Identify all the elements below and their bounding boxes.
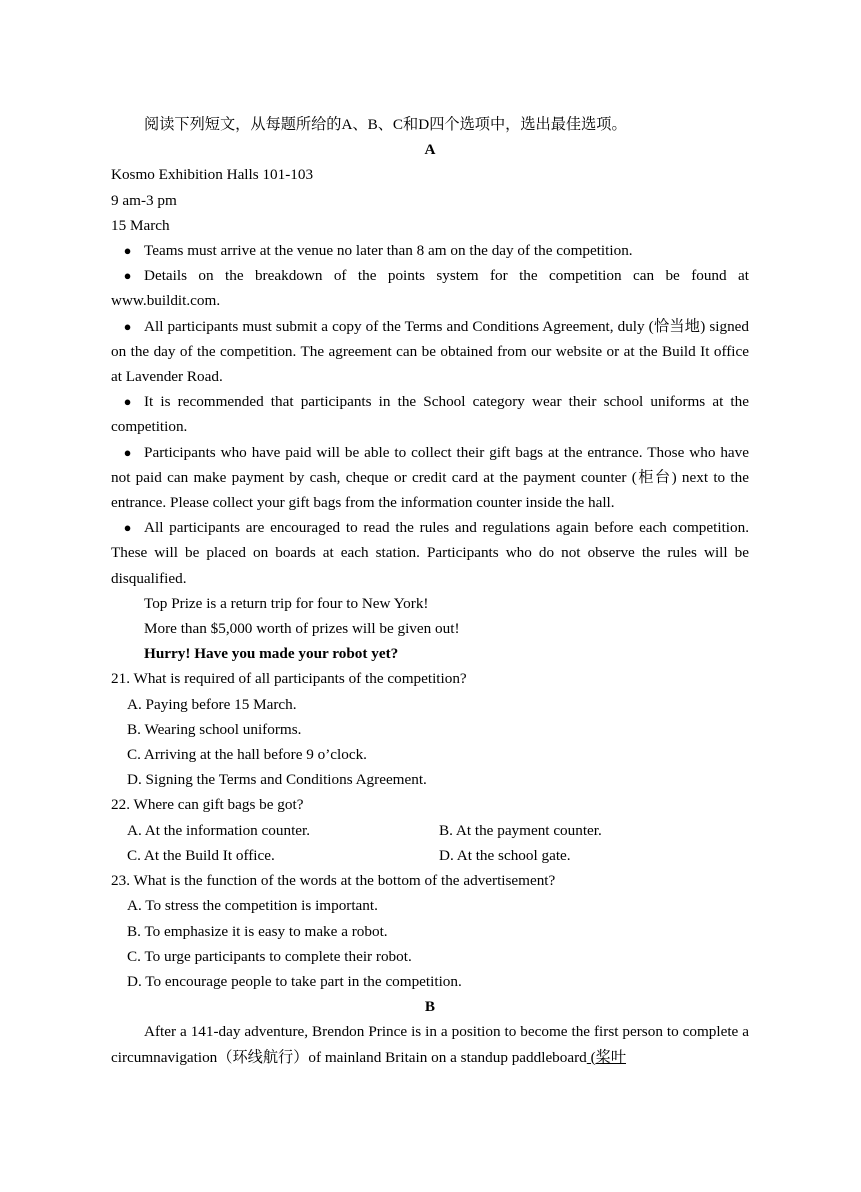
option-row bbox=[111, 818, 749, 843]
question-option: B. At the payment counter. bbox=[439, 821, 602, 839]
question-stem: 22. Where can gift bags be got? bbox=[111, 796, 304, 814]
question-option: D. At the school gate. bbox=[439, 846, 571, 864]
bullet-icon: ● bbox=[123, 520, 132, 536]
option-row bbox=[111, 843, 749, 868]
question-stem: 23. What is the function of the words at the bottom of the advertisement? bbox=[111, 872, 556, 890]
bullet-item: ● Details on the breakdown of the points system for the competition can be found at www.buildit.com. bbox=[111, 263, 749, 313]
bullet-icon: ● bbox=[123, 318, 132, 334]
bullet-icon: ● bbox=[123, 243, 132, 259]
question-option: C. At the Build It office. bbox=[127, 846, 275, 864]
section-a-heading: A bbox=[424, 141, 436, 159]
bullet-icon: ● bbox=[123, 268, 132, 284]
bullet-icon: ● bbox=[123, 444, 132, 460]
question-option: C. Arriving at the hall before 9 o’clock. bbox=[127, 746, 367, 764]
question-option: A. To stress the competition is important. bbox=[127, 897, 378, 915]
question-option: C. To urge participants to complete their robot. bbox=[127, 947, 412, 965]
date: 15 March bbox=[111, 216, 170, 234]
question-option: B. To emphasize it is easy to make a robot. bbox=[127, 922, 388, 940]
time: 9 am-3 pm bbox=[111, 191, 177, 209]
bullet-icon: ● bbox=[123, 394, 132, 410]
question-option: D. Signing the Terms and Conditions Agreement. bbox=[127, 771, 427, 789]
question-option: B. Wearing school uniforms. bbox=[127, 720, 302, 738]
question-stem: 21. What is required of all participants of the competition? bbox=[111, 670, 467, 688]
prize-line: Top Prize is a return trip for four to New York! bbox=[144, 594, 429, 612]
bullet-item: ● All participants are encouraged to read the rules and regulations again before each competition. These will be placed on boards at each station. Participants who do not observe the rules will be disqualified. bbox=[111, 515, 749, 591]
venue: Kosmo Exhibition Halls 101-103 bbox=[111, 166, 314, 184]
question-option: A. Paying before 15 March. bbox=[127, 695, 297, 713]
section-b-heading: B bbox=[424, 998, 436, 1016]
bullet-item: ● It is recommended that participants in the School category wear their school uniforms at the competition. bbox=[111, 389, 749, 439]
prize-line: More than $5,000 worth of prizes will be given out! bbox=[144, 620, 460, 638]
question-option: A. At the information counter. bbox=[127, 821, 311, 839]
section-b-paragraph: After a 141-day adventure, Brendon Prince is in a position to become the first person to complete a circumnavigation（环线航行）of mainland Britain on a standup paddleboard (桨叶 bbox=[111, 1023, 749, 1066]
instruction: 阅读下列短文，从每题所给的A、B、C和D四个选项中，选出最佳选项。 bbox=[144, 116, 627, 133]
document-page bbox=[111, 112, 749, 1070]
bullet-item: ● Teams must arrive at the venue no later than 8 am on the day of the competition. bbox=[111, 238, 749, 263]
bullet-item: ● All participants must submit a copy of the Terms and Conditions Agreement, duly (恰当地) signed on the day of the competition. The agreement can be obtained from our website or at the Build It office at Lavender Road. bbox=[111, 314, 749, 390]
slogan: Hurry! Have you made your robot yet? bbox=[144, 645, 399, 663]
bullet-item: ● Participants who have paid will be able to collect their gift bags at the entrance. Those who have not paid can make payment by cash, cheque or credit card at the payment counter (柜台) next to the entrance. Please collect your gift bags from the information counter inside the hall. bbox=[111, 440, 749, 516]
question-option: D. To encourage people to take part in the competition. bbox=[127, 972, 462, 990]
